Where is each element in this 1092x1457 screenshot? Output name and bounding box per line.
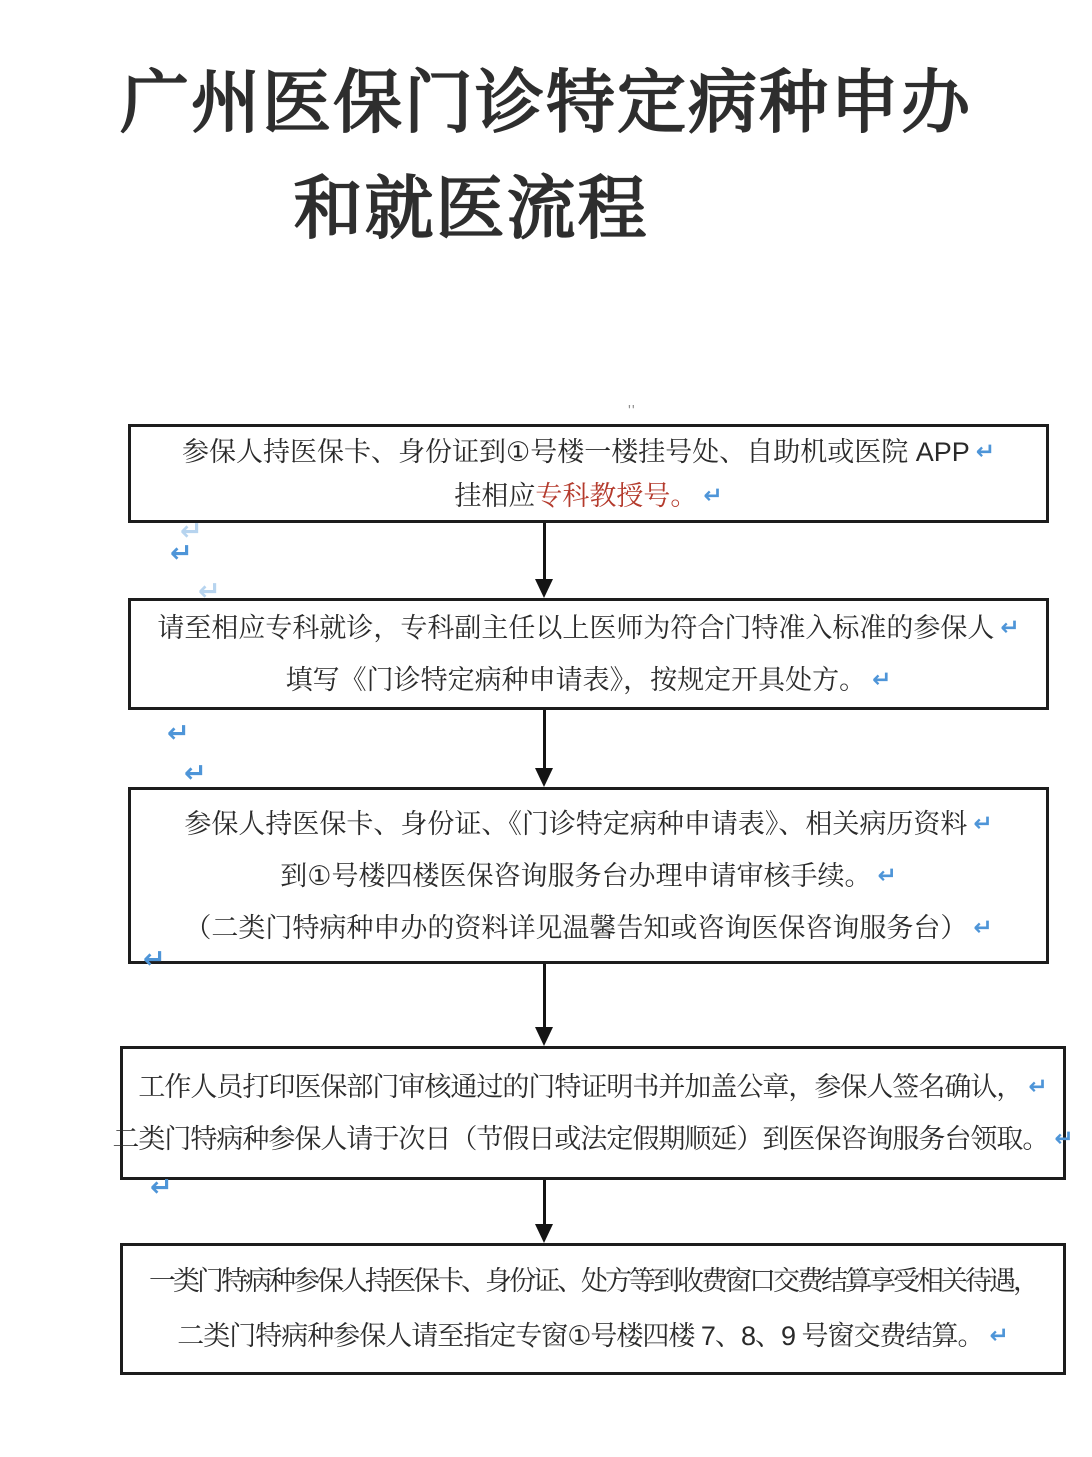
box1-line2-prefix-text: 挂相应: [454, 480, 536, 511]
flow-box-line: [286, 654, 892, 706]
flow-box-line: [157, 602, 1019, 654]
line-break-icon: ↵: [1028, 1074, 1048, 1100]
flow-arrow-down: [535, 523, 553, 598]
box5-line2-text: 二类门特病种参保人请至指定专窗①号楼四楼 7、8、9 号窗交费结算。: [177, 1321, 984, 1351]
line-break-icon: ↵: [167, 718, 190, 749]
line-break-icon: ↵: [1054, 1126, 1074, 1152]
scan-artifact: '': [628, 402, 636, 419]
flow-box-line: [454, 474, 722, 518]
flow-box-line: [149, 1254, 1037, 1309]
flow-box-register: [128, 424, 1049, 523]
arrow-shaft: [543, 1180, 546, 1227]
line-break-icon: ↵: [198, 576, 221, 607]
line-break-icon: ↵: [170, 538, 193, 569]
box1-line2-highlight-text: 专科教授号。: [535, 480, 698, 511]
box3-line3-text: （二类门特病种申办的资料详见温馨告知或咨询医保咨询服务台）: [184, 912, 968, 943]
box3-line1-text: 参保人持医保卡、身份证、《门诊特定病种申请表》、相关病历资料: [184, 808, 968, 839]
box2-line2-text: 填写《门诊特定病种申请表》，按规定开具处方。: [285, 665, 867, 695]
flow-arrow-down: [535, 964, 553, 1046]
line-break-icon: ↵: [184, 758, 207, 789]
box5-line1-text: 一类门特病种参保人持医保卡、身份证、处方等到收费窗口交费结算享受相关待遇，: [149, 1266, 1037, 1296]
box1-line1-text: 参保人持医保卡、身份证到①号楼一楼挂号处、自助机或医院 APP: [181, 436, 970, 467]
line-break-icon: ↵: [973, 914, 993, 941]
flow-box-line: [182, 430, 995, 474]
line-break-icon: ↵: [703, 482, 723, 509]
flow-box-line: [184, 902, 992, 954]
line-break-icon: ↵: [150, 1172, 173, 1203]
flow-box-line: [280, 850, 897, 902]
arrow-shaft: [543, 523, 546, 582]
box4-line1-text: 工作人员打印医保部门审核通过的门特证明书并加盖公章，参保人签名确认，: [138, 1072, 1023, 1102]
page-title: [0, 50, 1092, 262]
line-break-icon: ↵: [973, 810, 993, 837]
arrow-head: [535, 1224, 553, 1243]
page-title-line1: 广州医保门诊特定病种申办: [120, 64, 972, 141]
flow-box-certificate-printing: [112, 1046, 1074, 1180]
flow-box-line: [138, 1061, 1047, 1113]
page-title-line2: 和就医流程: [293, 170, 649, 247]
arrow-shaft: [543, 710, 546, 771]
box2-line1-text: 请至相应专科就诊，专科副主任以上医师为符合门特准入标准的参保人: [157, 613, 995, 643]
flow-box-payment-settlement: [120, 1243, 1066, 1375]
flow-arrow-down: [535, 710, 553, 787]
flow-box-line: [112, 1113, 1073, 1165]
flow-box-line: [177, 1309, 1009, 1364]
line-break-icon: ↵: [877, 862, 897, 889]
box3-line2-text: 到①号楼四楼医保咨询服务台办理申请审核手续。: [280, 860, 872, 891]
flow-box-specialist-visit: [128, 598, 1049, 710]
line-break-icon: ↵: [143, 944, 166, 975]
arrow-head: [535, 579, 553, 598]
arrow-head: [535, 768, 553, 787]
line-break-icon: ↵: [180, 516, 203, 547]
arrow-shaft: [543, 964, 546, 1030]
flow-arrow-down: [535, 1180, 553, 1243]
line-break-icon: ↵: [1000, 615, 1020, 641]
line-break-icon: ↵: [989, 1323, 1009, 1349]
flow-box-line: [184, 798, 992, 850]
box4-line2-text: 二类门特病种参保人请于次日（节假日或法定假期顺延）到医保咨询服务台领取。: [112, 1124, 1049, 1154]
line-break-icon: ↵: [872, 667, 892, 693]
flow-box-application-review: [128, 787, 1049, 964]
line-break-icon: ↵: [975, 438, 995, 465]
arrow-head: [535, 1027, 553, 1046]
